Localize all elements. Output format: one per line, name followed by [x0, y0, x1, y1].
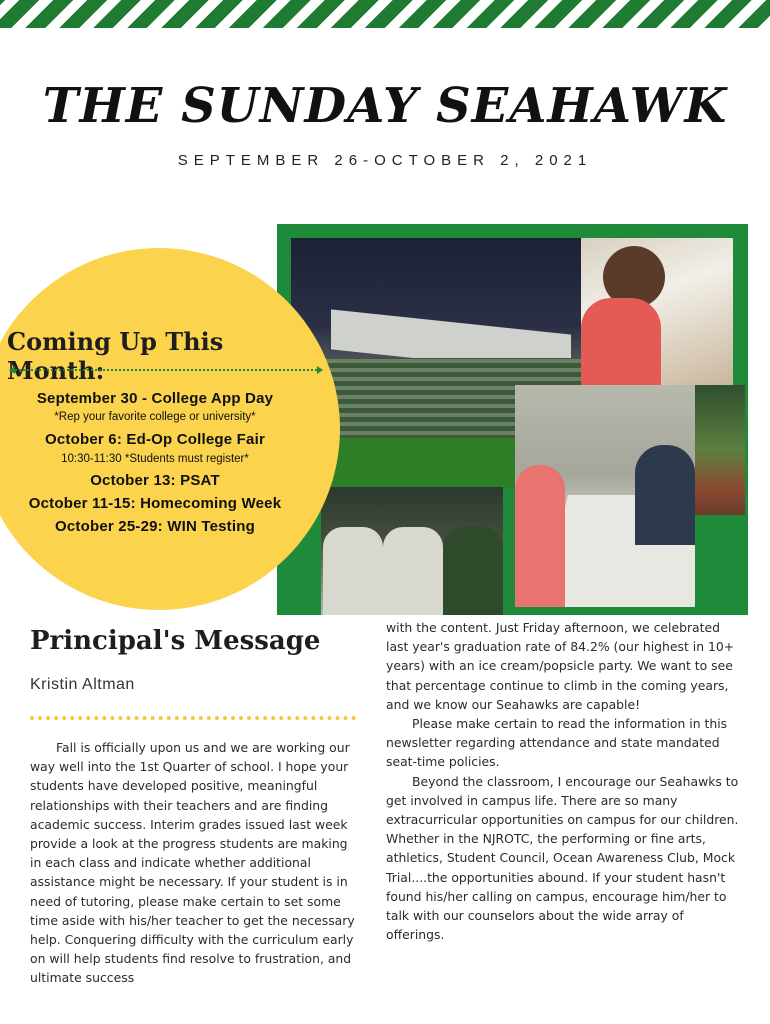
newsletter-dates: SEPTEMBER 26-OCTOBER 2, 2021: [177, 152, 593, 169]
principal-paragraph-campus-life: Beyond the classroom, I encourage our Seahawks to get involved in campus life. There are so many extracurricular opportunities on campus for our children. Whether in the NJROTC, the performing or fine arts, athletics, Student Council, Ocean Awareness Club, Mock Trial....the opportunities abound. If your student hasn't found his/her calling on campus, encourage him/her to talk with our counselors about the wide array of offerings.: [386, 773, 739, 943]
principal-paragraph-continued: with the content. Just Friday afternoon, we celebrated last year's graduation rate of 84.2% (our highest in 10+ years) with an ice cream/popsicle party. We want to see that percentage continue to climb in the coming years, and we know our Seahawks are capable!: [386, 620, 735, 712]
event-win-testing: October 25-29: WIN Testing: [55, 518, 255, 535]
coming-up-divider: [11, 369, 321, 371]
principal-paragraph-attendance: Please make certain to read the information in this newsletter regarding attendance and state mandated seat-time policies.: [386, 716, 728, 770]
event-homecoming-week: October 11-15: Homecoming Week: [28, 495, 282, 512]
cafeteria-students-photo: [515, 385, 695, 607]
principal-message-column-left: [30, 738, 362, 988]
event-college-fair: October 6: Ed-Op College Fair: [45, 431, 265, 448]
track-field-photo: [695, 385, 745, 515]
event-college-app-day-note: *Rep your favorite college or university*: [54, 411, 256, 423]
football-players-photo: [321, 487, 503, 615]
student-painting-photo: [581, 238, 733, 385]
principal-divider: [30, 716, 356, 720]
newsletter-title: THE SUNDAY SEAHAWK: [42, 78, 728, 134]
event-college-app-day: September 30 - College App Day: [36, 390, 274, 407]
principal-message-column-right: [386, 618, 746, 944]
coming-up-title: Coming Up This Month:: [7, 327, 224, 385]
principal-message-heading: Principal's Message: [30, 626, 321, 656]
event-college-fair-note: 10:30-11:30 *Students must register*: [61, 453, 249, 465]
principal-paragraph-1: Fall is officially upon us and we are working our way well into the 1st Quarter of school. I hope your students have developed positive, meaningful relationships with their teachers and are finding academic success. Interim grades issued last week provide a look at the progress students are making in each class and indicate whether additional assistance might be necessary. If your student is in need of tutoring, please make certain to set some time aside with his/her teacher to get the necessary help. Conquering difficulty with the curriculum early on will help students find resolve to frustration, and ultimate success: [30, 740, 355, 986]
header-stripe-bar: [0, 0, 770, 30]
event-psat: October 13: PSAT: [90, 472, 220, 489]
principal-name: Kristin Altman: [30, 676, 135, 693]
